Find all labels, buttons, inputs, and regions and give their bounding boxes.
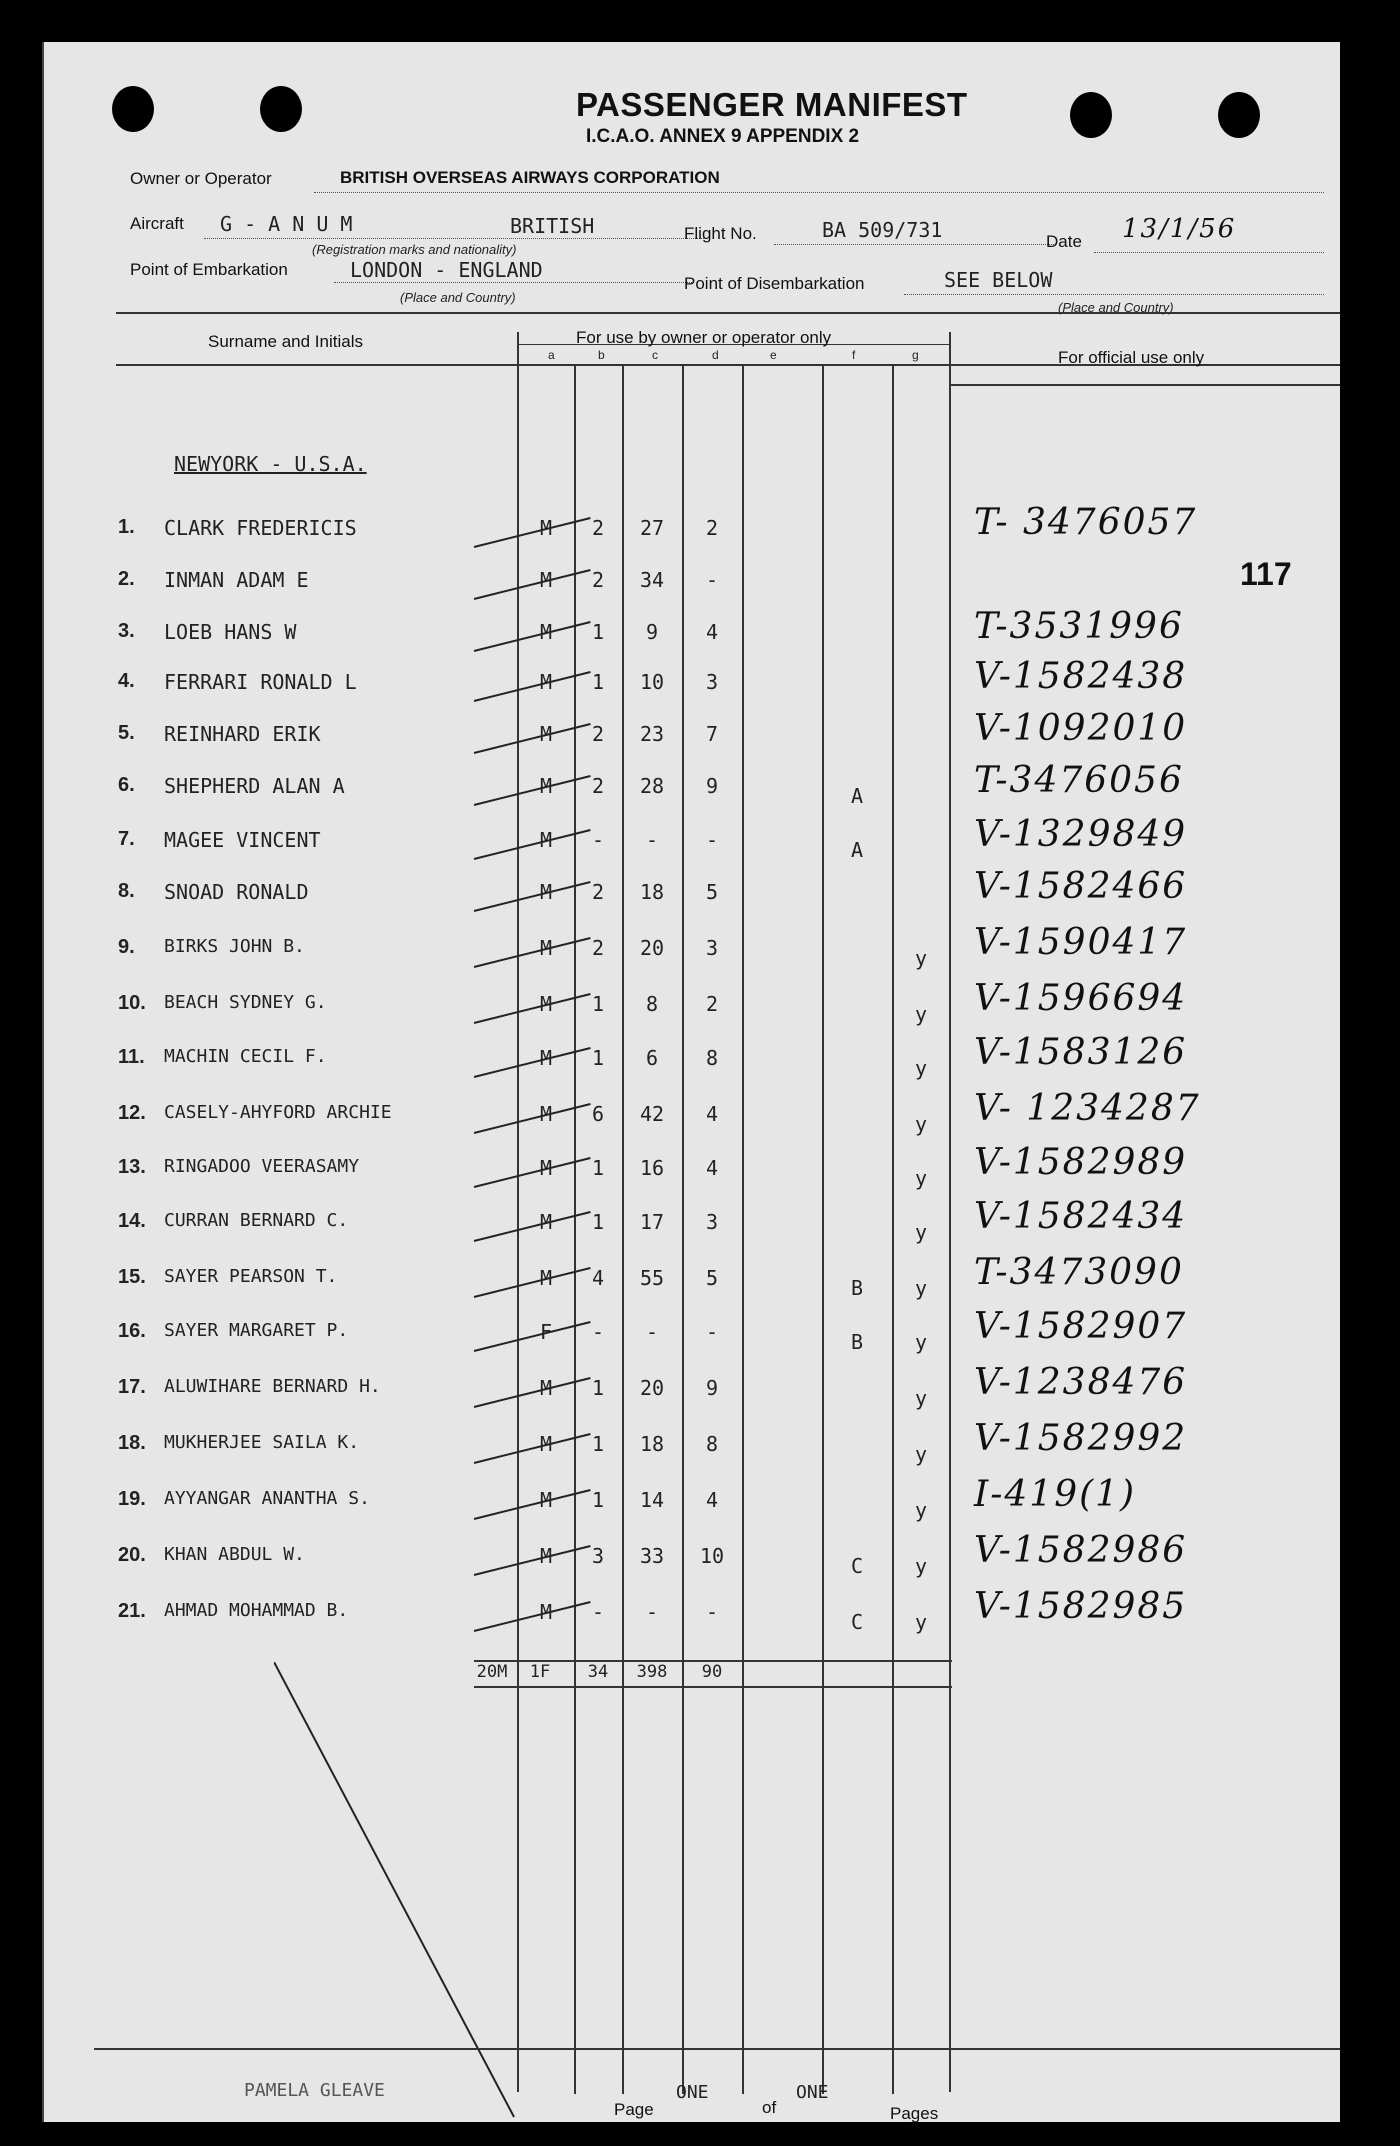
- sex-cell: M: [539, 568, 553, 592]
- row-number: 5.: [118, 722, 135, 744]
- sex-cell: M: [539, 1376, 553, 1400]
- col-c-cell: 34: [639, 568, 665, 592]
- col-g-cell: y: [914, 1220, 928, 1244]
- col-b-cell: 4: [591, 1266, 605, 1290]
- sex-cell: M: [539, 620, 553, 644]
- row-number: 10.: [118, 992, 146, 1014]
- punch-hole: [260, 86, 302, 132]
- row-number: 6.: [118, 774, 135, 796]
- col-b-cell: 1: [591, 992, 605, 1016]
- col-b-cell: 1: [591, 620, 605, 644]
- col-d-cell: 7: [705, 722, 719, 746]
- passenger-name: BEACH SYDNEY G.: [164, 992, 327, 1013]
- col-b-cell: 1: [591, 1376, 605, 1400]
- date-value: 13/1/56: [1122, 214, 1237, 244]
- owner-label: Owner or Operator: [130, 169, 272, 188]
- col-b-cell: -: [591, 1600, 605, 1624]
- col-b-cell: 2: [591, 936, 605, 960]
- total-male: 20M: [476, 1662, 508, 1682]
- passenger-name: CLARK FREDERICIS: [164, 516, 357, 540]
- official-number: V-1596694: [974, 978, 1188, 1019]
- row-number: 13.: [118, 1156, 146, 1178]
- col-g-header: g: [912, 348, 919, 362]
- col-c-cell: 20: [639, 1376, 665, 1400]
- col-f-cell: A: [850, 784, 864, 808]
- disembarkation-note: (Place and Country): [1058, 300, 1174, 315]
- col-b-cell: 1: [591, 670, 605, 694]
- col-c-cell: 28: [639, 774, 665, 798]
- sex-cell: M: [539, 1432, 553, 1456]
- row-number: 9.: [118, 936, 135, 958]
- passenger-name: CURRAN BERNARD C.: [164, 1210, 349, 1231]
- col-surname-header: Surname and Initials: [208, 332, 363, 351]
- col-b-cell: 2: [591, 568, 605, 592]
- sex-cell: M: [539, 1156, 553, 1180]
- col-c-cell: -: [645, 1600, 659, 1624]
- col-d-cell: 10: [699, 1544, 725, 1568]
- col-f-cell: B: [850, 1276, 864, 1300]
- passenger-name: SAYER PEARSON T.: [164, 1266, 338, 1287]
- col-d-cell: 9: [705, 774, 719, 798]
- col-c-cell: 42: [639, 1102, 665, 1126]
- passenger-name: LOEB HANS W: [164, 620, 297, 644]
- total-b: 34: [587, 1662, 609, 1682]
- col-d-cell: 4: [705, 1156, 719, 1180]
- official-number: V-1590417: [974, 922, 1188, 963]
- official-number: V-1582907: [974, 1306, 1188, 1347]
- row-number: 14.: [118, 1210, 146, 1232]
- col-d-cell: -: [705, 1320, 719, 1344]
- col-d-cell: 2: [705, 516, 719, 540]
- passenger-name: SAYER MARGARET P.: [164, 1320, 349, 1341]
- row-number: 17.: [118, 1376, 146, 1398]
- col-d-cell: 3: [705, 1210, 719, 1234]
- footer-pages-label: Pages: [890, 2104, 939, 2123]
- col-g-cell: y: [914, 1002, 928, 1026]
- col-owner-header: For use by owner or operator only: [576, 328, 832, 347]
- col-d-cell: 4: [705, 1102, 719, 1126]
- col-b-cell: -: [591, 1320, 605, 1344]
- passenger-name: RINGADOO VEERASAMY: [164, 1156, 360, 1177]
- registration-note: (Registration marks and nationality): [312, 242, 517, 257]
- official-number: V-1582989: [974, 1142, 1188, 1183]
- col-b-cell: -: [591, 828, 605, 852]
- col-d-cell: 8: [705, 1432, 719, 1456]
- col-official-header: For official use only: [1058, 348, 1205, 367]
- manifest-title: PASSENGER MANIFEST: [576, 86, 968, 123]
- col-d-cell: 4: [705, 620, 719, 644]
- official-number: V-1582992: [974, 1418, 1188, 1459]
- col-d-cell: 5: [705, 1266, 719, 1290]
- embarkation-note: (Place and Country): [400, 290, 516, 305]
- col-c-cell: 18: [639, 1432, 665, 1456]
- row-number: 16.: [118, 1320, 146, 1342]
- row-number: 8.: [118, 880, 135, 902]
- col-c-cell: 8: [645, 992, 659, 1016]
- aircraft-nationality: BRITISH: [510, 214, 595, 238]
- col-c-cell: 10: [639, 670, 665, 694]
- col-g-cell: y: [914, 1330, 928, 1354]
- row-number: 21.: [118, 1600, 146, 1622]
- passenger-name: FERRARI RONALD L: [164, 670, 357, 694]
- col-c-cell: 20: [639, 936, 665, 960]
- sex-cell: M: [539, 880, 553, 904]
- col-g-cell: y: [914, 1056, 928, 1080]
- col-f-cell: A: [850, 838, 864, 862]
- official-number: V-1582438: [974, 656, 1188, 697]
- col-b-cell: 2: [591, 774, 605, 798]
- col-b-cell: 1: [591, 1210, 605, 1234]
- passenger-name: AYYANGAR ANANTHA S.: [164, 1488, 370, 1509]
- col-d-cell: 3: [705, 936, 719, 960]
- sex-cell: M: [539, 1544, 553, 1568]
- passenger-name: SHEPHERD ALAN A: [164, 774, 345, 798]
- col-f-cell: C: [850, 1554, 864, 1578]
- row-number: 11.: [118, 1046, 145, 1068]
- col-c-cell: 16: [639, 1156, 665, 1180]
- total-d: 90: [701, 1662, 723, 1682]
- passenger-name: INMAN ADAM E: [164, 568, 309, 592]
- sex-cell: M: [539, 516, 553, 540]
- col-c-cell: 27: [639, 516, 665, 540]
- footer-page-label: Page: [614, 2100, 654, 2119]
- col-b-cell: 1: [591, 1488, 605, 1512]
- col-a-header: a: [548, 348, 555, 362]
- diagonal-cancel-line: [274, 1662, 534, 2122]
- row-number: 2.: [118, 568, 135, 590]
- col-d-cell: 2: [705, 992, 719, 1016]
- col-c-cell: 55: [639, 1266, 665, 1290]
- col-d-cell: -: [705, 568, 719, 592]
- official-number: T-3531996: [974, 606, 1184, 647]
- col-d-cell: 4: [705, 1488, 719, 1512]
- col-b-cell: 2: [591, 722, 605, 746]
- col-b-cell: 1: [591, 1432, 605, 1456]
- col-g-cell: y: [914, 1276, 928, 1300]
- disembarkation-value: SEE BELOW: [944, 268, 1053, 292]
- official-number: T-3473090: [974, 1252, 1184, 1293]
- row-number: 19.: [118, 1488, 146, 1510]
- footer-page-value: ONE: [676, 2082, 709, 2103]
- col-c-cell: 14: [639, 1488, 665, 1512]
- sex-cell: M: [539, 992, 553, 1016]
- col-c-cell: 23: [639, 722, 665, 746]
- col-d-cell: 3: [705, 670, 719, 694]
- col-g-cell: y: [914, 1554, 928, 1578]
- sex-cell: M: [539, 1488, 553, 1512]
- official-number: V-1092010: [974, 708, 1188, 749]
- row-number: 7.: [118, 828, 135, 850]
- col-d-cell: -: [705, 828, 719, 852]
- row-number: 15.: [118, 1266, 146, 1288]
- row-number: 20.: [118, 1544, 146, 1566]
- col-b-cell: 1: [591, 1156, 605, 1180]
- sex-cell: M: [539, 1102, 553, 1126]
- col-b-header: b: [598, 348, 605, 362]
- total-female: 1F: [529, 1662, 551, 1682]
- official-number: T-3476056: [974, 760, 1184, 801]
- col-g-cell: y: [914, 1498, 928, 1522]
- col-b-cell: 1: [591, 1046, 605, 1070]
- passenger-name: CASELY-AHYFORD ARCHIE: [164, 1102, 392, 1123]
- passenger-name: ALUWIHARE BERNARD H.: [164, 1376, 381, 1397]
- col-g-cell: y: [914, 1166, 928, 1190]
- passenger-name: MAGEE VINCENT: [164, 828, 321, 852]
- sex-cell: M: [539, 1210, 553, 1234]
- col-g-cell: y: [914, 946, 928, 970]
- punch-hole: [1218, 92, 1260, 138]
- footer-of-label: of: [762, 2098, 777, 2117]
- embarkation-value: LONDON - ENGLAND: [350, 258, 543, 282]
- disembarkation-label: Point of Disembarkation: [684, 274, 865, 293]
- manifest-subtitle: I.C.A.O. ANNEX 9 APPENDIX 2: [586, 126, 860, 147]
- passenger-name: AHMAD MOHAMMAD B.: [164, 1600, 349, 1621]
- sex-cell: M: [539, 722, 553, 746]
- official-number: V-1582434: [974, 1196, 1188, 1237]
- passenger-name: MUKHERJEE SAILA K.: [164, 1432, 360, 1453]
- col-c-cell: 9: [645, 620, 659, 644]
- col-g-cell: y: [914, 1610, 928, 1634]
- row-number: 18.: [118, 1432, 146, 1454]
- sex-cell: M: [539, 774, 553, 798]
- footer-signature: PAMELA GLEAVE: [244, 2080, 385, 2101]
- row-number: 3.: [118, 620, 135, 642]
- destination-heading: NEWYORK - U.S.A.: [174, 452, 367, 476]
- row-number: 1.: [118, 516, 135, 538]
- official-number: V-1582986: [974, 1530, 1188, 1571]
- manifest-sheet: [42, 42, 1340, 2122]
- official-number: V-1583126: [974, 1032, 1188, 1073]
- row-number: 4.: [118, 670, 135, 692]
- col-f-cell: C: [850, 1610, 864, 1634]
- sex-cell: M: [539, 1600, 553, 1624]
- sex-cell: M: [539, 670, 553, 694]
- sex-cell: M: [539, 1266, 553, 1290]
- col-c-cell: 6: [645, 1046, 659, 1070]
- aircraft-registration: G - A N U M: [220, 212, 353, 236]
- sex-cell: M: [539, 936, 553, 960]
- footer-of-value: ONE: [796, 2082, 829, 2103]
- col-d-cell: 9: [705, 1376, 719, 1400]
- page-number: 117: [1240, 556, 1292, 592]
- col-c-cell: 33: [639, 1544, 665, 1568]
- official-number: V- 1234287: [974, 1088, 1201, 1129]
- col-c-cell: -: [645, 1320, 659, 1344]
- punch-hole: [1070, 92, 1112, 138]
- passenger-name: KHAN ABDUL W.: [164, 1544, 305, 1565]
- official-number: I-419(1): [974, 1474, 1137, 1515]
- col-g-cell: y: [914, 1112, 928, 1136]
- owner-value: BRITISH OVERSEAS AIRWAYS CORPORATION: [340, 168, 720, 187]
- sex-cell: F: [539, 1320, 553, 1344]
- aircraft-label: Aircraft: [130, 214, 184, 233]
- official-number: V-1582466: [974, 866, 1188, 907]
- passenger-name: REINHARD ERIK: [164, 722, 321, 746]
- col-d-header: d: [712, 348, 719, 362]
- col-g-cell: y: [914, 1386, 928, 1410]
- col-f-cell: B: [850, 1330, 864, 1354]
- col-b-cell: 6: [591, 1102, 605, 1126]
- flight-label: Flight No.: [684, 224, 757, 243]
- col-d-cell: 8: [705, 1046, 719, 1070]
- col-c-cell: -: [645, 828, 659, 852]
- punch-hole: [112, 86, 154, 132]
- total-c: 398: [636, 1662, 668, 1682]
- flight-value: BA 509/731: [822, 218, 943, 242]
- sex-cell: M: [539, 828, 553, 852]
- official-number: T- 3476057: [974, 502, 1198, 543]
- date-label: Date: [1046, 232, 1082, 251]
- col-b-cell: 2: [591, 516, 605, 540]
- official-number: V-1238476: [974, 1362, 1188, 1403]
- col-c-header: c: [652, 348, 658, 362]
- col-e-header: e: [770, 348, 777, 362]
- col-c-cell: 17: [639, 1210, 665, 1234]
- col-c-cell: 18: [639, 880, 665, 904]
- official-number: V-1329849: [974, 814, 1188, 855]
- passenger-name: BIRKS JOHN B.: [164, 936, 305, 957]
- embarkation-label: Point of Embarkation: [130, 260, 288, 279]
- col-g-cell: y: [914, 1442, 928, 1466]
- col-b-cell: 2: [591, 880, 605, 904]
- col-f-header: f: [852, 348, 856, 362]
- sex-cell: M: [539, 1046, 553, 1070]
- official-number: V-1582985: [974, 1586, 1188, 1627]
- col-d-cell: -: [705, 1600, 719, 1624]
- row-number: 12.: [118, 1102, 146, 1124]
- passenger-name: MACHIN CECIL F.: [164, 1046, 327, 1067]
- col-d-cell: 5: [705, 880, 719, 904]
- passenger-name: SNOAD RONALD: [164, 880, 309, 904]
- col-b-cell: 3: [591, 1544, 605, 1568]
